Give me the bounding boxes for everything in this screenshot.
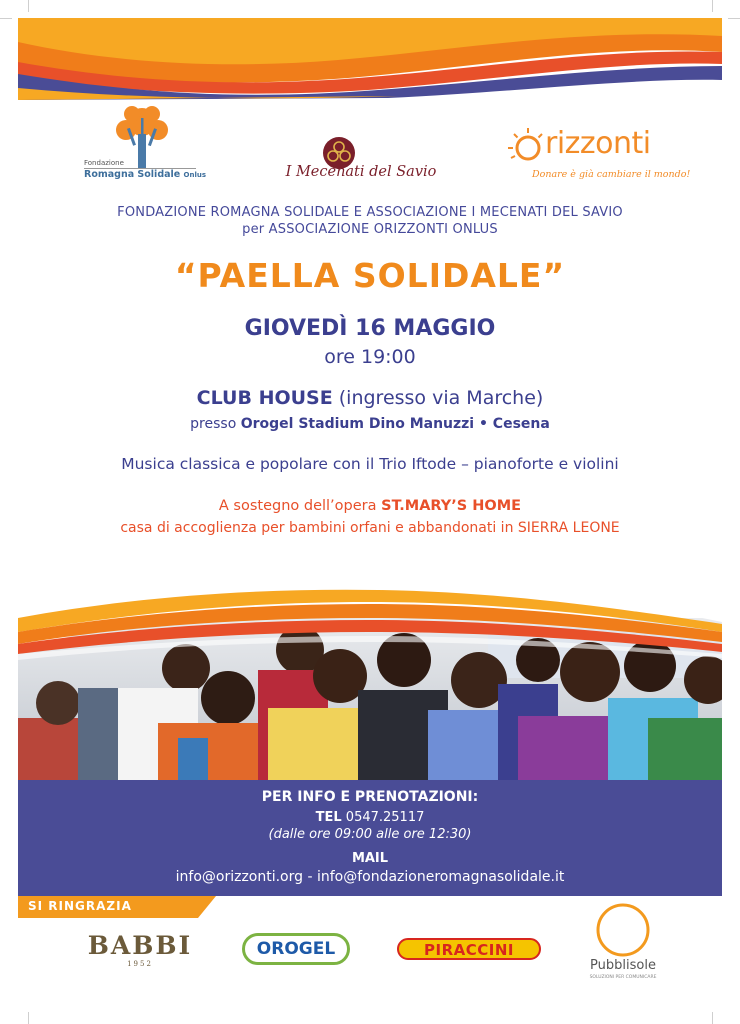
crop-mark (712, 1012, 713, 1024)
venue-entrance: (ingresso via Marche) (332, 387, 544, 409)
info-box (18, 780, 722, 896)
children-photo (18, 588, 722, 780)
thanks-label: SI RINGRAZIA (28, 899, 132, 913)
organizers-line-2: per ASSOCIAZIONE ORIZZONTI ONLUS (242, 222, 498, 237)
mail-label: MAIL (351, 851, 389, 866)
support-prefix: A sostegno dell’opera (218, 498, 382, 514)
support-name: ST.MARY’S HOME (381, 498, 522, 514)
stadium-line (0, 416, 740, 432)
venue-line (0, 387, 740, 409)
event-date: GIOVEDÌ 16 MAGGIO (244, 316, 496, 341)
fondazione-name: Romagna Solidale (84, 169, 181, 180)
info-heading: PER INFO E PRENOTAZIONI: (261, 789, 479, 805)
support-line (0, 498, 740, 514)
piraccini-logo (397, 938, 541, 960)
organizers-text (0, 204, 740, 238)
tel-label: TEL (315, 810, 342, 825)
mecenati-logo-text: I Mecenati del Savio (285, 164, 437, 180)
organizers-line-1: FONDAZIONE ROMAGNA SOLIDALE E ASSOCIAZIONE I MECENATI DEL SAVIO (117, 205, 623, 220)
crop-mark (28, 0, 29, 12)
crop-mark (712, 0, 713, 12)
venue-name: CLUB HOUSE (196, 387, 333, 409)
babbi-logo (82, 932, 198, 968)
pubblisole-name: Pubblisole (590, 958, 656, 973)
event-title: “PAELLA SOLIDALE” (174, 256, 566, 295)
stadium-prefix: presso (190, 416, 241, 432)
info-emails[interactable]: info@orizzonti.org - info@fondazioneromagnasolidale.it (175, 869, 565, 885)
fondazione-small-label: Fondazione (84, 159, 124, 167)
crop-mark (0, 18, 12, 19)
piraccini-name: PIRACCINI (424, 941, 514, 959)
crop-mark (728, 18, 740, 19)
info-hours: (dalle ore 09:00 alle ore 12:30) (268, 827, 472, 842)
orizzonti-tagline: Donare è già cambiare il mondo! (532, 169, 691, 180)
music-line: Musica classica e popolare con il Trio Iftode – pianoforte e violini (121, 455, 619, 473)
stadium-name: Orogel Stadium Dino Manuzzi • Cesena (240, 416, 550, 432)
info-tel-line (18, 810, 722, 825)
top-wave-banner (18, 18, 722, 100)
orogel-logo (242, 933, 350, 965)
orogel-name: OROGEL (256, 939, 336, 959)
tel-number[interactable]: 0547.25117 (345, 810, 425, 825)
babbi-name: BABBI (87, 931, 193, 960)
fondazione-logo-text (84, 169, 206, 180)
sun-icon (506, 126, 550, 170)
orizzonti-logo-text: rizzonti (545, 126, 651, 161)
fondazione-underline (84, 168, 196, 169)
crop-mark (28, 1012, 29, 1024)
fondazione-suffix: Onlus (183, 171, 207, 179)
babbi-year: 1952 (127, 960, 153, 968)
support-description: casa di accoglienza per bambini orfani e abbandonati in SIERRA LEONE (120, 520, 620, 536)
event-time: ore 19:00 (324, 346, 416, 368)
pubblisole-circle-icon (595, 902, 651, 958)
pubblisole-subtitle: SOLUZIONI PER COMUNICARE (589, 975, 657, 980)
